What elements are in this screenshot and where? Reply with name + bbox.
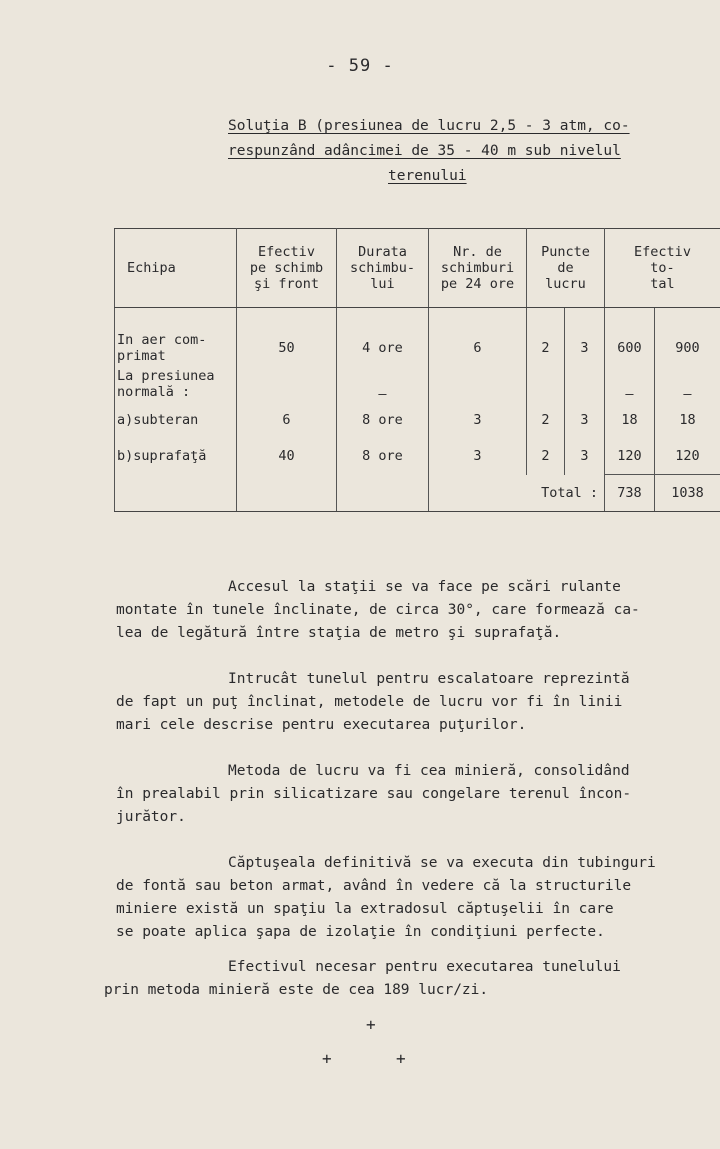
header-echipa: Echipa xyxy=(115,229,237,308)
table-row: In aer com- primat 50 4 ore 6 2 3 600 900 xyxy=(115,330,720,366)
title-line-1: Soluţia B (presiunea de lucru 2,5 - 3 atm, co- xyxy=(228,118,630,134)
end-mark-left: + xyxy=(322,1049,332,1068)
paragraph-3: Metoda de lucru va fi cea minieră, consolidând în prealabil prin silicatizare sau congelare terenul încon- jurător. xyxy=(116,763,632,825)
paragraph-2: Intrucât tunelul pentru escalatoare reprezintă de fapt un puţ înclinat, metodele de lucru vor fi în linii mari cele descrise pentru executarea puţurilor. xyxy=(116,671,630,733)
end-mark-right: + xyxy=(396,1049,406,1068)
page-number: - 59 - xyxy=(326,56,394,76)
header-efectiv-schimb: Efectiv pe schimb şi front xyxy=(237,229,337,308)
total-value-2: 1038 xyxy=(655,475,720,512)
total-label: Total : xyxy=(429,475,605,512)
table-row: a)subteran 6 8 ore 3 2 3 18 18 xyxy=(115,402,720,438)
paragraph-1: Accesul la staţii se va face pe scări rulante montate în tunele înclinate, de circa 30°, care formează ca- lea de legătură între staţia de metro şi suprafaţă. xyxy=(116,579,640,641)
header-puncte: Puncte de lucru xyxy=(527,229,605,308)
row-label: La presiunea normală : xyxy=(115,366,237,402)
table-row: b)suprafaţă 40 8 ore 3 2 3 120 120 xyxy=(115,438,720,475)
workforce-table xyxy=(114,228,720,512)
table-total-row xyxy=(115,475,720,512)
table-header-row xyxy=(115,229,720,308)
end-mark-top: + xyxy=(366,1015,376,1034)
paragraph-4: Căptuşeala definitivă se va executa din tubinguri de fontă sau beton armat, având în vedere că la structurile miniere există un spaţiu la extradosul căptuşelii în care se poate aplica şapa de izolaţie în condiţiuni perfecte. xyxy=(116,855,656,940)
title-line-2: respunzând adâncimei de 35 - 40 m sub nivelul xyxy=(228,143,621,159)
header-durata: Durata schimbu- lui xyxy=(337,229,429,308)
row-label: In aer com- primat xyxy=(115,330,237,366)
total-value-1: 738 xyxy=(605,475,655,512)
table-row: La presiunea normală : — — — xyxy=(115,366,720,402)
header-efectiv-total: Efectiv to- tal xyxy=(605,229,720,308)
header-nr-schimburi: Nr. de schimburi pe 24 ore xyxy=(429,229,527,308)
paragraph-5: Efectivul necesar pentru executarea tunelului prin metoda minieră este de cea 189 lucr/zi. xyxy=(104,959,621,998)
title-line-3: terenului xyxy=(388,168,467,184)
